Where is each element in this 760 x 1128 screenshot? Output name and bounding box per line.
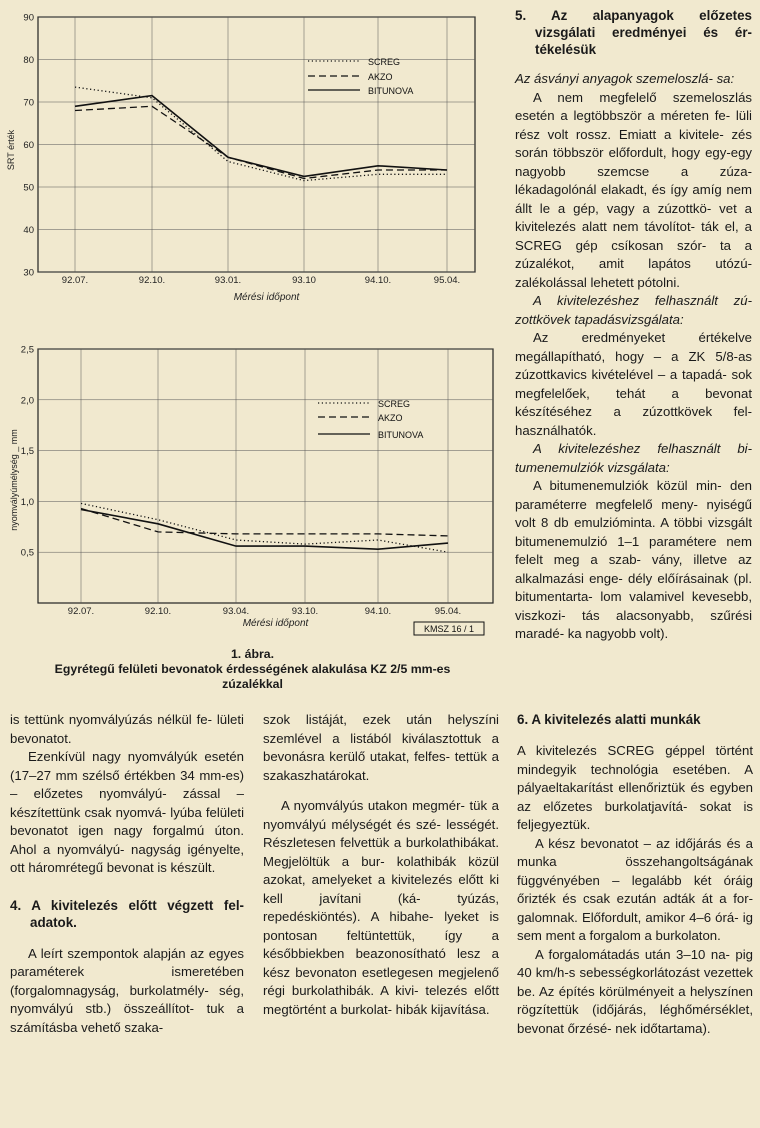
y-axis-label: nyomvályúmélység _ mm	[9, 429, 19, 531]
y-tick-label: 80	[23, 55, 34, 66]
x-tick-label: 92.07.	[61, 275, 89, 286]
section-5-paragraph-1: A nem megfelelő szemeloszlás esetén a legtöbbször a méreten fe- lüli rész volt rossz. Emiatt a kivitele- zés során többször előfordult, hogy egy-egy nagyobb szemcse a zúza- lékadagolónál elakadt, és így amíg nem állt le a gép, vagy a zúzottkö- vet a kivitelezés alatt nem távolítot- ták el, a SCREG gép csíkosan szór- ta a zúzalékot, amit lapátos utózú- zalékolással lehetett pótolni.	[515, 89, 752, 290]
section-4-heading: 4. A kivitelezés előtt végzett fel- adatok.	[10, 897, 244, 930]
y-tick-label: 2,0	[20, 395, 34, 407]
section-5-heading-line-1: 5. Az alapanyagok előzetes	[515, 8, 752, 23]
left-column	[10, 711, 244, 1037]
series-line-akzo	[75, 106, 447, 178]
chart-1	[6, 13, 475, 304]
x-axis-label: Mérési időpont	[242, 618, 309, 629]
y-tick-label: 90	[23, 12, 34, 24]
x-axis-label: Mérési időpont	[233, 292, 300, 303]
legend-label-akzo: AKZO	[368, 72, 393, 82]
section-6-heading: 6. A kivitelezés alatti munkák	[517, 712, 701, 727]
x-tick-label: 95.04.	[433, 275, 461, 286]
section-5-subheading-3: A kivitelezéshez felhasznált bi- tumenemulziók vizsgálata:	[515, 441, 752, 475]
chart-2	[9, 345, 493, 636]
y-tick-label: 50	[23, 182, 34, 194]
section-5-heading-line-3: tékelésük	[535, 42, 597, 57]
section-6	[517, 711, 753, 1038]
figure-caption	[0, 647, 505, 692]
x-tick-label: 92.10.	[144, 606, 172, 617]
legend-label-screg: SCREG	[378, 399, 411, 409]
legend-label-akzo: AKZO	[378, 413, 403, 423]
y-axis-label: SRT érték	[6, 129, 16, 171]
y-tick-label: 2,5	[20, 344, 34, 356]
figure-caption-line-2: zúzalékkal	[222, 677, 283, 691]
series-line-akzo	[81, 509, 448, 536]
section-5-heading-line-2: vizsgálati eredményei és ér-	[535, 25, 752, 40]
figure-number: 1. ábra.	[230, 647, 275, 661]
figure-caption-line-1: Egyrétegű felületi bevonatok érdességének alakulása KZ 2/5 mm-es	[54, 662, 451, 676]
section-5-subheading-1: Az ásványi anyagok szemeloszlá- sa:	[515, 71, 735, 86]
legend-label-bitunova: BITUNOVA	[368, 86, 414, 96]
section-6-paragraph-2: A kész bevonatot – az időjárás és a munka összehangoltságának függvényében – legalább két óráig őrizték és csak ezután adták át a for- galomnak. Előfordult, amikor 4–6 órá- ig sem ment a forgalom a burkolaton.	[517, 835, 753, 943]
x-tick-label: 95.04.	[434, 606, 462, 617]
left-paragraph-2: Ezenkívül nagy nyomvályúk esetén (17–27 mm szélső értékben 34 mm-es) – előzetes nyomvályú- zással – készítettünk csak nyomvá- lyúba felületi bevonatot igen nagy forgalmú úton. Ahol a nyomvályú- nagyság igényelte, ott háromrétegű bevonat is készült.	[10, 749, 244, 875]
section-5-paragraph-2: Az eredményeket értékelve megállapítható, hogy – a ZK 5/8-as zúzottkavics kivételével – a tapadá- sok megfelelőek, tehát a bevonat készítéséhez a zúzottkövek fel- használhatók.	[515, 330, 752, 438]
section-5-paragraph-3: A bitumenemulziók közül min- den paraméterre megfelelő meny- nyiségű volt 8 db emulzióminta. A többi vizsgált bitumenemulzió 1–1 paramétere nem felelt meg a szab- vány, illetve az alkalmazási enge- dély előírásainak (pl. bitumentarta- lom valamivel kevesebb, viszkozi- tás alacsonyabb, szűrési maradé- ka nagyobb volt).	[515, 478, 752, 641]
section-6-paragraph-3: A forgalomátadás után 3–10 na- pig 40 km/h-s sebességkorlátozást vezettek be. Az építés körülményeit a helyszínen rögzítettük (időjárás, léghőmérséklet, bevonat őrzésé- nek időtartama).	[517, 946, 753, 1036]
x-tick-label: 93.04.	[222, 606, 250, 617]
legend-label-bitunova: BITUNOVA	[378, 430, 424, 440]
y-tick-label: 70	[23, 97, 34, 109]
middle-paragraph-2: A nyomvályús utakon megmér- tük a nyomvályú mélységét és szé- lességét. Részletesen felvettük a burkolathibákat. Megjelöltük a bur- kolathibák közül azokat, amelyeket a kivitelezés előtt ki kell javítani (ká- tyúzás, repedéskiöntés). A hibahe- lyeket is pontosan feltüntettük, így a későbbiekben beazonosítható lesz a kész bevonaton esetlegesen megjelenő régi burkolathibák. A kivi- telezés előtt megtörtént a burkolat- hibák kijavítása.	[263, 798, 499, 1017]
section-5	[515, 7, 752, 644]
section-5-subheading-2: A kivitelezéshez felhasznált zú- zottkövek tapadásvizsgálata:	[515, 293, 752, 327]
left-paragraph-3: A leírt szempontok alapján az egyes paraméterek ismeretében (forgalomnagyság, burkolatmély- ség, nyomvályú stb.) összeállítot- tuk a számításba vehető szaka-	[10, 945, 244, 1035]
x-tick-label: 94.10.	[364, 606, 392, 617]
figure-charts	[0, 0, 510, 700]
y-tick-label: 40	[23, 225, 34, 236]
section-6-paragraph-1: A kivitelezés SCREG géppel történt mindegyik technológia esetében. A pályaeltakarítást ellenőriztük és egyben az előzetes burkolatjavítá- sokat is feljegyeztük.	[517, 743, 753, 832]
x-tick-label: 92.07.	[67, 606, 95, 617]
legend-label-screg: SCREG	[368, 57, 401, 67]
x-tick-label: 93.10	[292, 275, 316, 286]
middle-paragraph-1: szok listáját, ezek után helyszíni szemlével a listából kiválasztottuk a bevonásra kerülő utakat, felfes- tettük a szakaszhatárokat.	[263, 712, 499, 783]
chart-frame	[38, 349, 493, 603]
x-tick-label: 93.10.	[291, 606, 319, 617]
x-tick-label: 94.10.	[364, 275, 392, 286]
series-line-bitunova	[81, 510, 448, 550]
y-tick-label: 60	[23, 140, 34, 151]
stamp-label: KMSZ 16 / 1	[423, 624, 475, 634]
x-tick-label: 92.10.	[138, 275, 166, 286]
y-tick-label: 0,5	[20, 547, 34, 559]
left-paragraph-1: is tettünk nyomvályúzás nélkül fe- lületi bevonatot.	[10, 712, 244, 746]
x-tick-label: 93.01.	[214, 275, 242, 286]
y-tick-label: 1,5	[20, 446, 34, 458]
series-line-screg	[81, 503, 448, 552]
y-tick-label: 1,0	[20, 496, 34, 508]
y-tick-label: 30	[23, 267, 34, 279]
middle-column	[263, 711, 499, 1019]
